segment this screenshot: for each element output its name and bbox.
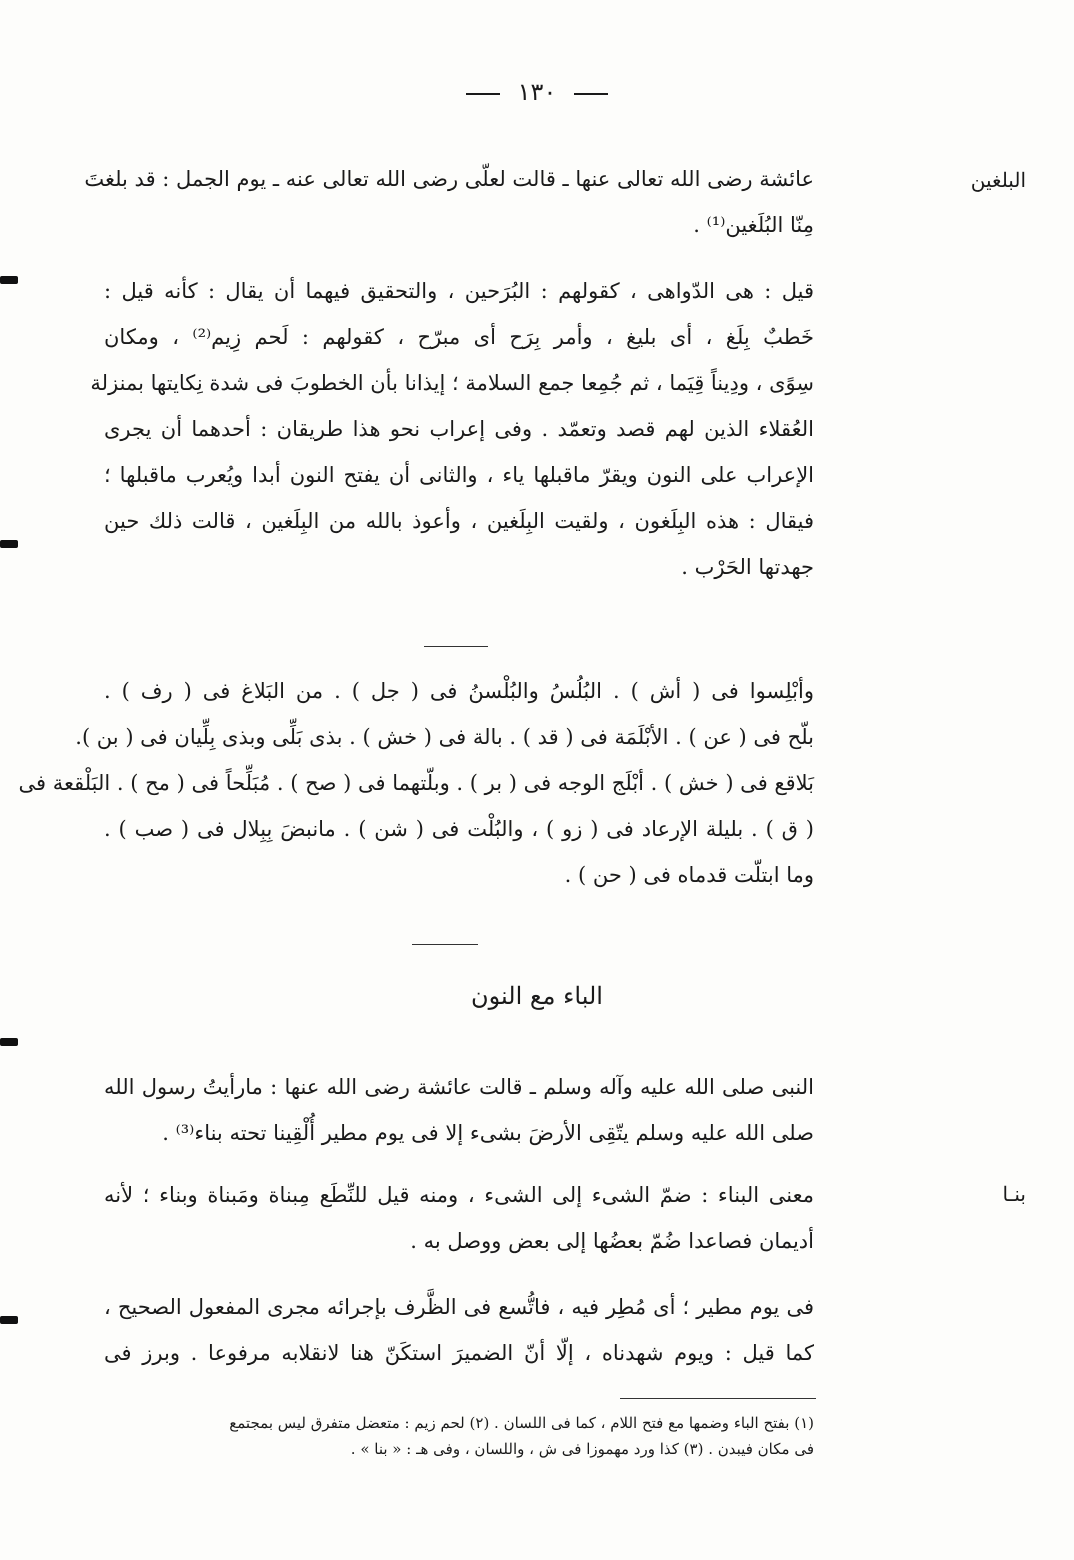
text-line: عائشة رضى الله تعالى عنها ـ قالت لعلّى رضى الله تعالى عنه ـ يوم الجمل : قد بلغتَ [84,167,814,191]
binding-mark [0,276,18,284]
text-line: صلى الله عليه وسلم يتّقِى الأرضَ بشىء إلا فى يوم مطير أُلْقِينا تحته بناء⁽³⁾ . [162,1121,814,1145]
margin-term-bana: بنـا [1002,1182,1026,1206]
text-line: الإعراب على النون ويقرّ ماقبلها ياء ، والثانى أن يفتح النون أبدا ويُعرب ماقبلها ؛ [104,463,814,487]
footnote-rule [620,1398,816,1399]
binding-mark [0,1316,18,1324]
text-line: خَطبٌ بِلَغ ، أى بليغ ، وأمر بِرَح أى مبرّح ، كقولهم : لَحم زِيم⁽²⁾ ، ومكان [104,325,814,349]
text-line: فى يوم مطير ؛ أى مُطِر فيه ، فاتُّسع فى الظَّرف بإجرائه مجرى المفعول الصحيح ، [104,1295,814,1319]
section-divider [412,944,478,945]
text-line: فيقال : هذه البِلَغون ، ولقيت البِلَغين ، وأعوذ بالله من البِلَغين ، قالت ذلك حين [104,509,814,533]
margin-term-balighin: البلغين [970,168,1026,192]
page-header [0,78,1074,106]
footnote-line: (١) بفتح الباء وضمها مع فتح اللام ، كما فى اللسان . (٢) لحم زيم : متعضل متفرق ليس بمجتمع [229,1414,814,1432]
section-heading: الباء مع النون [471,982,603,1010]
text-line: أديمان فصاعدا ضُمّ بعضُها إلى بعض ووصل به . [410,1229,814,1253]
entry-paragraph-2 [90,268,814,590]
text-line: بلّح فى ( عن ) . الأبْلَمَة فى ( قد ) . بالة فى ( خش ) . بذى بَلِّى وبذى بِلِّيان فى ( بن ). [75,725,814,749]
text-line: وأبْلِسوا فى ( أش ) . البُلُسُ والبُلْسنُ فى ( جل ) . من البَلاغ فى ( رف ) . [104,679,814,703]
text-line: قيل : هى الدّواهى ، كقولهم : البُرَحين ، والتحقيق فيهما أن يقال : كأنه قيل : [104,279,814,303]
text-line: مِنّا البُلَغين⁽¹⁾ . [693,213,814,237]
entry-paragraph-4 [104,1172,814,1264]
footnotes [104,1410,814,1462]
binding-mark [0,540,18,548]
text-line: معنى البناء : ضمّ الشىء إلى الشىء ، ومنه قيل للنِّطَع مِبناة ومَبناة وبناء ؛ لأنه [104,1183,814,1207]
text-line: سِوًى ، ودِيناً قِيَما ، ثم جُمِعا جمع السلامة ؛ إيذانا بأن الخطوبَ فى شدة نِكايتها بمنزلة [90,371,814,395]
text-line: بَلاقع فى ( خش ) . أبْلَج الوجه فى ( بر ) . وبلّتهما فى ( صح ) . مُبَلِّحاً فى ( مح ) . البَلْقعة فى [18,771,814,795]
cross-references [18,668,815,898]
binding-mark [0,1038,18,1046]
entry-paragraph-3 [104,1064,814,1156]
footnote-line: فى مكان فيبدن . (٣) كذا ورد مهموزا فى ش ، واللسان ، وفى هـ : « بنا » . [350,1440,814,1458]
header-dash-right [574,93,608,95]
section-divider [424,646,488,647]
text-line: كما قيل : ويوم شهدناه ، إلّا أنّ الضميرَ استكَنّ هنا لانقلابه مرفوعا . وبرز فى [104,1341,814,1365]
page-number: ١٣٠ [517,78,557,106]
entry-paragraph-5 [104,1284,814,1376]
text-line: جهدتها الحَرْب . [681,555,814,579]
text-line: ( ق ) . بليلة الإرعاد فى ( زو ) ، والبُلْت فى ( شن ) . مانبضَ بِبِلال فى ( صب ) . [104,817,815,841]
text-line: العُقلاء الذين لهم قصد وتعمّد . وفى إعراب نحو هذا طريقان : أحدهما أن يجرى [104,417,814,441]
entry-paragraph-1 [84,156,814,248]
text-line: النبى صلى الله عليه وآله وسلم ـ قالت عائشة رضى الله عنها : مارأيتُ رسول الله [104,1075,814,1099]
text-line: وما ابتلّت قدماه فى ( حن ) . [564,863,814,887]
header-dash-left [466,93,500,95]
